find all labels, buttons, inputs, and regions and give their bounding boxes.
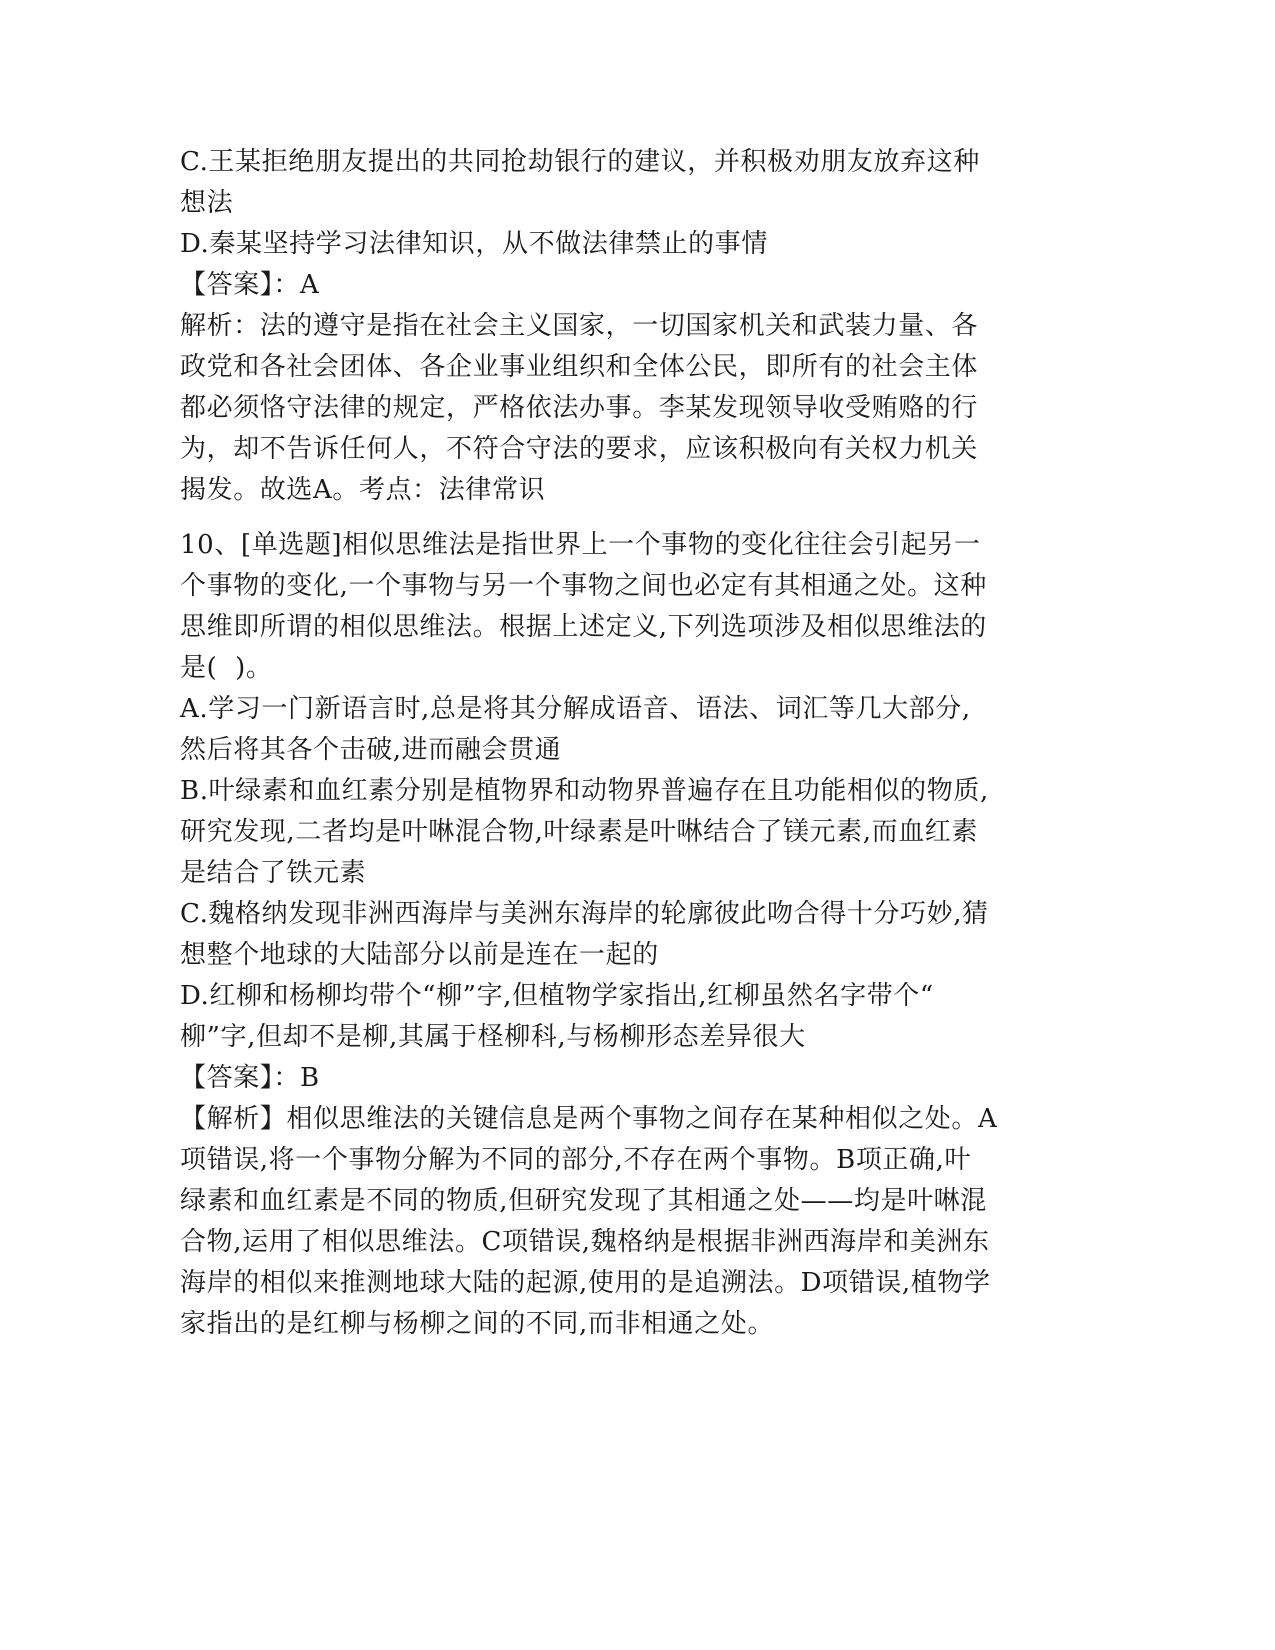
text-line: 【解析】相似思维法的关键信息是两个事物之间存在某种相似之处。A <box>180 1104 998 1134</box>
text-line: 家指出的是红柳与杨柳之间的不同,而非相通之处。 <box>180 1309 775 1339</box>
text-line: 为，却不告诉任何人，不符合守法的要求，应该积极向有关权力机关 <box>180 434 979 464</box>
text-line: 绿素和血红素是不同的物质,但研究发现了其相通之处——均是叶啉混 <box>180 1186 987 1216</box>
text-line: D.秦某坚持学习法律知识，从不做法律禁止的事情 <box>180 229 768 259</box>
text-line: 10、[单选题]相似思维法是指世界上一个事物的变化往往会引起另一 <box>180 530 981 560</box>
document-page <box>180 142 1040 1345</box>
section-gap <box>180 511 1040 525</box>
q9-option-d <box>180 224 1040 265</box>
q10-option-a <box>180 689 1040 771</box>
q9-analysis <box>180 306 1040 511</box>
text-line: 合物,运用了相似思维法。C项错误,魏格纳是根据非洲西海岸和美洲东 <box>180 1227 990 1257</box>
text-line: 海岸的相似来推测地球大陆的起源,使用的是追溯法。D项错误,植物学 <box>180 1268 991 1298</box>
text-line: 思维即所谓的相似思维法。根据上述定义,下列选项涉及相似思维法的 <box>180 612 987 642</box>
q10-analysis <box>180 1099 1040 1345</box>
text-line: C.王某拒绝朋友提出的共同抢劫银行的建议，并积极劝朋友放弃这种 <box>180 147 980 177</box>
text-line: 【答案】：A <box>180 270 320 300</box>
text-line: 项错误,将一个事物分解为不同的部分,不存在两个事物。B项正确,叶 <box>180 1145 972 1175</box>
text-line: 想法 <box>180 188 234 218</box>
q10-stem <box>180 525 1040 689</box>
text-line: 揭发。故选A。考点：法律常识 <box>180 475 546 505</box>
text-line: 政党和各社会团体、各企业事业组织和全体公民，即所有的社会主体 <box>180 352 979 382</box>
text-line: 然后将其各个击破,进而融会贯通 <box>180 735 562 765</box>
text-line: 个事物的变化,一个事物与另一个事物之间也必定有其相通之处。这种 <box>180 571 987 601</box>
q10-option-c <box>180 894 1040 976</box>
text-line: C.魏格纳发现非洲西海岸与美洲东海岸的轮廓彼此吻合得十分巧妙,猜 <box>180 899 989 929</box>
text-line: 解析：法的遵守是指在社会主义国家，一切国家机关和武装力量、各 <box>180 311 979 341</box>
text-line: B.叶绿素和血红素分别是植物界和动物界普遍存在且功能相似的物质, <box>180 776 989 806</box>
q10-option-b <box>180 771 1040 894</box>
q9-answer <box>180 265 1040 306</box>
text-line: D.红柳和杨柳均带个“柳”字,但植物学家指出,红柳虽然名字带个“ <box>180 981 934 1011</box>
text-line: 想整个地球的大陆部分以前是连在一起的 <box>180 940 659 970</box>
text-line: 都必须恪守法律的规定，严格依法办事。李某发现领导收受贿赂的行 <box>180 393 979 423</box>
q9-option-c <box>180 142 1040 224</box>
text-line: 【答案】：B <box>180 1063 320 1093</box>
text-line: 柳”字,但却不是柳,其属于柽柳科,与杨柳形态差异很大 <box>180 1022 806 1052</box>
q10-answer <box>180 1058 1040 1099</box>
text-line: 研究发现,二者均是叶啉混合物,叶绿素是叶啉结合了镁元素,而血红素 <box>180 817 978 847</box>
text-line: 是结合了铁元素 <box>180 858 367 888</box>
text-line: 是( )。 <box>180 653 273 683</box>
q10-option-d <box>180 976 1040 1058</box>
text-line: A.学习一门新语言时,总是将其分解成语音、语法、词汇等几大部分, <box>180 694 971 724</box>
